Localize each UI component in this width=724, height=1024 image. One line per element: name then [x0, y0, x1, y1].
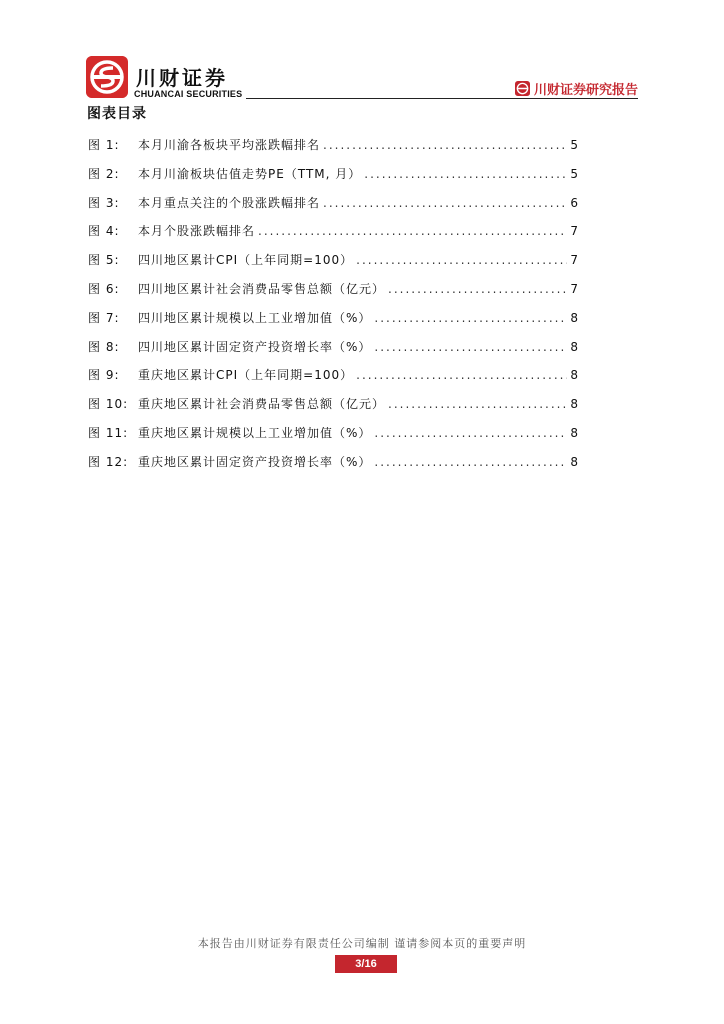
toc-item-page: 6: [570, 195, 578, 210]
toc-leader-dots: [374, 311, 567, 325]
toc-item-label: 图 9:: [88, 368, 120, 383]
toc-item-page: 8: [570, 397, 578, 412]
toc-item-page: 8: [570, 454, 578, 469]
toc-item-label: 图 8:: [88, 339, 120, 354]
footer-disclaimer: 本报告由川财证券有限责任公司编制 谨请参阅本页的重要声明: [197, 937, 527, 950]
toc-item[interactable]: [88, 366, 578, 395]
toc-item-label: 图 5:: [88, 253, 120, 268]
toc-item-text: 本月川渝板块估值走势PE（TTM, 月）: [138, 166, 362, 181]
toc-item-text: 本月重点关注的个股涨跌幅排名: [138, 195, 321, 210]
toc-leader-dots: [323, 196, 567, 210]
company-name-cn: 川财证券: [136, 66, 228, 90]
toc-leader-dots: [374, 426, 567, 440]
toc-leader-dots: [323, 138, 567, 152]
company-logo: [86, 56, 243, 100]
toc-item-page: 7: [570, 253, 578, 268]
toc-leader-dots: [364, 167, 567, 181]
toc-item-page: 7: [570, 224, 578, 239]
header-divider: [246, 98, 638, 99]
toc-item[interactable]: [88, 194, 578, 223]
toc-item-label: 图 11:: [88, 425, 129, 440]
toc-item-page: 5: [570, 166, 578, 181]
toc-item[interactable]: [88, 424, 578, 453]
toc-leader-dots: [388, 397, 567, 411]
toc-item-label: 图 10:: [88, 397, 129, 412]
toc-item-text: 本月川渝各板块平均涨跌幅排名: [138, 138, 321, 152]
toc-item[interactable]: [88, 453, 578, 482]
toc-leader-dots: [388, 282, 567, 296]
toc-title: 图表目录: [87, 106, 147, 122]
toc-item-text: 重庆地区累计规模以上工业增加值（%）: [138, 425, 372, 440]
toc-item-label: 图 3:: [88, 195, 120, 210]
toc-item-text: 四川地区累计社会消费品零售总额（亿元）: [138, 281, 386, 296]
page-number: 3/16: [335, 955, 397, 973]
report-label: [515, 79, 638, 98]
toc-item[interactable]: [88, 280, 578, 309]
toc-item-label: 图 12:: [88, 454, 129, 469]
toc-item[interactable]: [88, 136, 578, 165]
toc-item[interactable]: [88, 338, 578, 367]
chuancai-logo-icon: [86, 56, 128, 98]
toc-item[interactable]: [88, 222, 578, 251]
toc-item-text: 重庆地区累计固定资产投资增长率（%）: [138, 454, 372, 469]
toc-item-page: 8: [570, 339, 578, 354]
toc-item-label: 图 1:: [88, 138, 120, 152]
toc-item-page: 5: [570, 138, 578, 152]
toc-item-text: 四川地区累计固定资产投资增长率（%）: [138, 339, 372, 354]
toc-item-text: 重庆地区累计CPI（上年同期=100）: [138, 368, 354, 383]
toc-item[interactable]: [88, 309, 578, 338]
toc-leader-dots: [356, 368, 567, 382]
toc-leader-dots: [258, 224, 567, 238]
toc-item-label: 图 2:: [88, 166, 120, 181]
toc-item-label: 图 7:: [88, 310, 120, 325]
toc-item-label: 图 4:: [88, 224, 120, 239]
toc-leader-dots: [374, 340, 567, 354]
company-name-en: CHUANCAI SECURITIES: [134, 89, 243, 99]
toc-item-page: 8: [570, 368, 578, 383]
toc-item[interactable]: [88, 165, 578, 194]
toc-leader-dots: [374, 455, 567, 469]
toc-item-page: 8: [570, 425, 578, 440]
toc-item-text: 本月个股涨跌幅排名: [138, 224, 256, 239]
report-label-text: 川财证券研究报告: [533, 83, 638, 98]
toc-leader-dots: [356, 253, 567, 267]
toc-item-text: 四川地区累计CPI（上年同期=100）: [138, 253, 354, 268]
toc-item-page: 8: [570, 310, 578, 325]
toc-item-text: 重庆地区累计社会消费品零售总额（亿元）: [138, 397, 386, 412]
toc-item-label: 图 6:: [88, 281, 120, 296]
toc-item-page: 7: [570, 281, 578, 296]
small-logo-icon: [515, 81, 530, 96]
toc-item[interactable]: [88, 395, 578, 424]
toc-list: [88, 136, 578, 482]
toc-item[interactable]: [88, 251, 578, 280]
toc-item-text: 四川地区累计规模以上工业增加值（%）: [138, 310, 372, 325]
